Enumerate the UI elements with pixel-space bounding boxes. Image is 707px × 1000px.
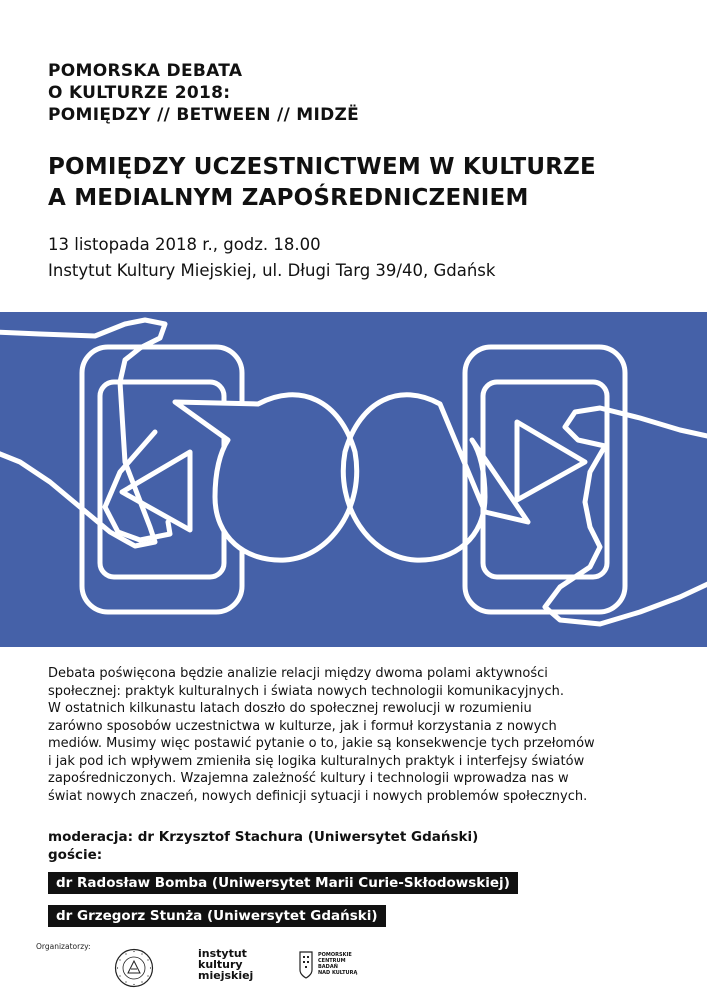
description-line: zapośredniczonych. Wzajemna zależność kultury i technologii wprowadza nas w [48,771,569,786]
moderator-line: moderacja: dr Krzysztof Stachura (Uniwersytet Gdański) [48,829,479,845]
phones-bubbles-illustration [0,312,707,647]
event-location: Instytut Kultury Miejskiej, ul. Długi Targ 39/40, Gdańsk [48,261,496,280]
ikm-logo-line: miejskiej [198,969,254,982]
title-line: A MEDIALNYM ZAPOŚREDNICZENIEM [48,185,529,211]
description-line: świat nowych znaczeń, nowych definicji sytuacji i nowych problemów społecznych. [48,788,588,804]
left-speech-bubble [175,395,357,560]
description-line: W ostatnich kilkunastu latach doszło do społecznej rewolucji w rozumieniu [48,701,532,716]
left-thumb-outline [105,432,170,540]
pcb-logo-line: BADAŃ [318,964,338,970]
description-line: zarówno sposobów uczestnictwa w kulturze, jak i formuł korzystania z nowych [48,718,557,734]
series-header [48,60,688,126]
pcb-emblem-icon [298,950,314,980]
pcb-logo-line: NAD KULTURĄ [318,970,358,976]
description-line: i jak pod ich wpływem zmieniła się logika kulturalnych praktyk i interfejsy światów [48,753,585,769]
debate-description [48,665,688,805]
series-line: O KULTURZE 2018: [48,83,231,103]
ikm-logo [198,948,253,981]
ikm-logo-line: kultury [198,958,243,971]
guest-badge: dr Grzegorz Stunża (Uniwersytet Gdański) [48,905,386,927]
organizers-footer [36,942,696,992]
pcb-logo-text [318,952,357,976]
participants [48,828,688,864]
event-info [48,232,688,284]
ikm-logo-line: instytut [198,947,247,960]
title-line: POMIĘDZY UCZESTNICTWEM W KULTURZE [48,154,596,180]
series-title [48,60,688,126]
description-line: społecznej: praktyk kulturalnych i świata nowych technologii komunikacyjnych. [48,683,564,699]
pcb-logo-line: CENTRUM [318,958,346,964]
guest-badge: dr Radosław Bomba (Uniwersytet Marii Curie-Skłodowskiej) [48,872,518,894]
debate-title [48,152,688,214]
right-speech-bubble [343,395,528,560]
pcb-logo-line: POMORSKIE [318,952,352,958]
series-line: POMIĘDZY // BETWEEN // MIDZË [48,105,360,125]
kaszubski-seal-logo [114,948,154,988]
series-line: POMORSKA DEBATA [48,61,243,81]
description-line: Debata poświęcona będzie analizie relacji między dwoma polami aktywności [48,666,548,681]
guests-label: goście: [48,847,103,863]
event-date-time: 13 listopada 2018 r., godz. 18.00 [48,235,321,254]
left-play-icon [122,452,190,530]
illustration-banner [0,312,707,647]
organizers-label: Organizatorzy: [36,942,91,951]
description-line: mediów. Musimy więc postawić pytanie o to, jakie są konsekwencje tych przełomów [48,736,595,751]
